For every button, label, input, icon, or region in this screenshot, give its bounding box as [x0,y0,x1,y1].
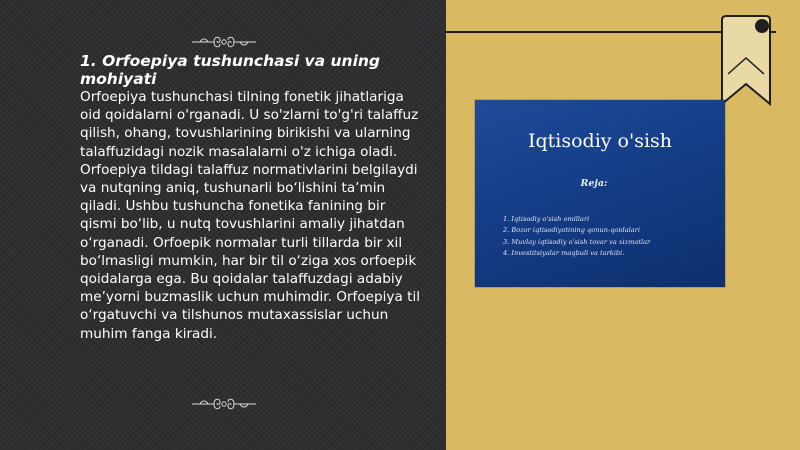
thumbnail-title: Iqtisodiy o'sish [527,130,673,152]
slide-title: 1. Orfoepiya tushunchasi va uning mohiyati [80,52,381,88]
list-item: 3. Muvlay iqtisodiy o'sish tovar va xizmatlar [503,237,651,246]
list-item: 2. Bozor iqtisodiyotining qonun-qoidalari [503,226,640,235]
list-item: 4. Investitsiyalar maqbuli va tarkibi. [503,249,625,258]
slide-body-text: Orfoepiya tushunchasi tilning fonetik jihatlariga oid qoidalarni o'rganadi. U so'zlarni to'g'ri talaffuz qilish, ohang, tovushlarining birikishi va ularning talaffuzidagi nozik masalalarni o'z ichiga oladi. Orfoepiya tildagi talaffuz normativlarini belgilaydi va nutqning aniq, tushunarli bo‘lishini ta’min qiladi. Ushbu tushuncha fonetika fanining bir qismi bo‘lib, u nutq tovushlarini amaliy jihatdan o‘rganadi. Orfoepik normalar turli tillarda bir xil bo‘lmasligi mumkin, har bir til o‘ziga xos orfoepik qoidalarga ega. Bu qoidalar talaffuzdagi adabiy me’yorni buzmaslik uchun muhimdir. Orfoepiya til o‘rgatuvchi va tilshunos mutaxassislar uchun muhim fanga kiradi. [80,89,421,342]
presentation-thumbnail[interactable] [475,100,725,287]
scroll-ornament-icon [190,395,258,413]
bookmark-ribbon-icon [720,14,772,106]
text-content [80,52,424,343]
thumbnail-subtitle: Reja: [580,178,608,189]
list-item: 1. Iqtisodiy o'sish omillari [503,215,590,223]
scroll-ornament-icon [190,33,258,51]
thumbnail-list [503,214,650,260]
